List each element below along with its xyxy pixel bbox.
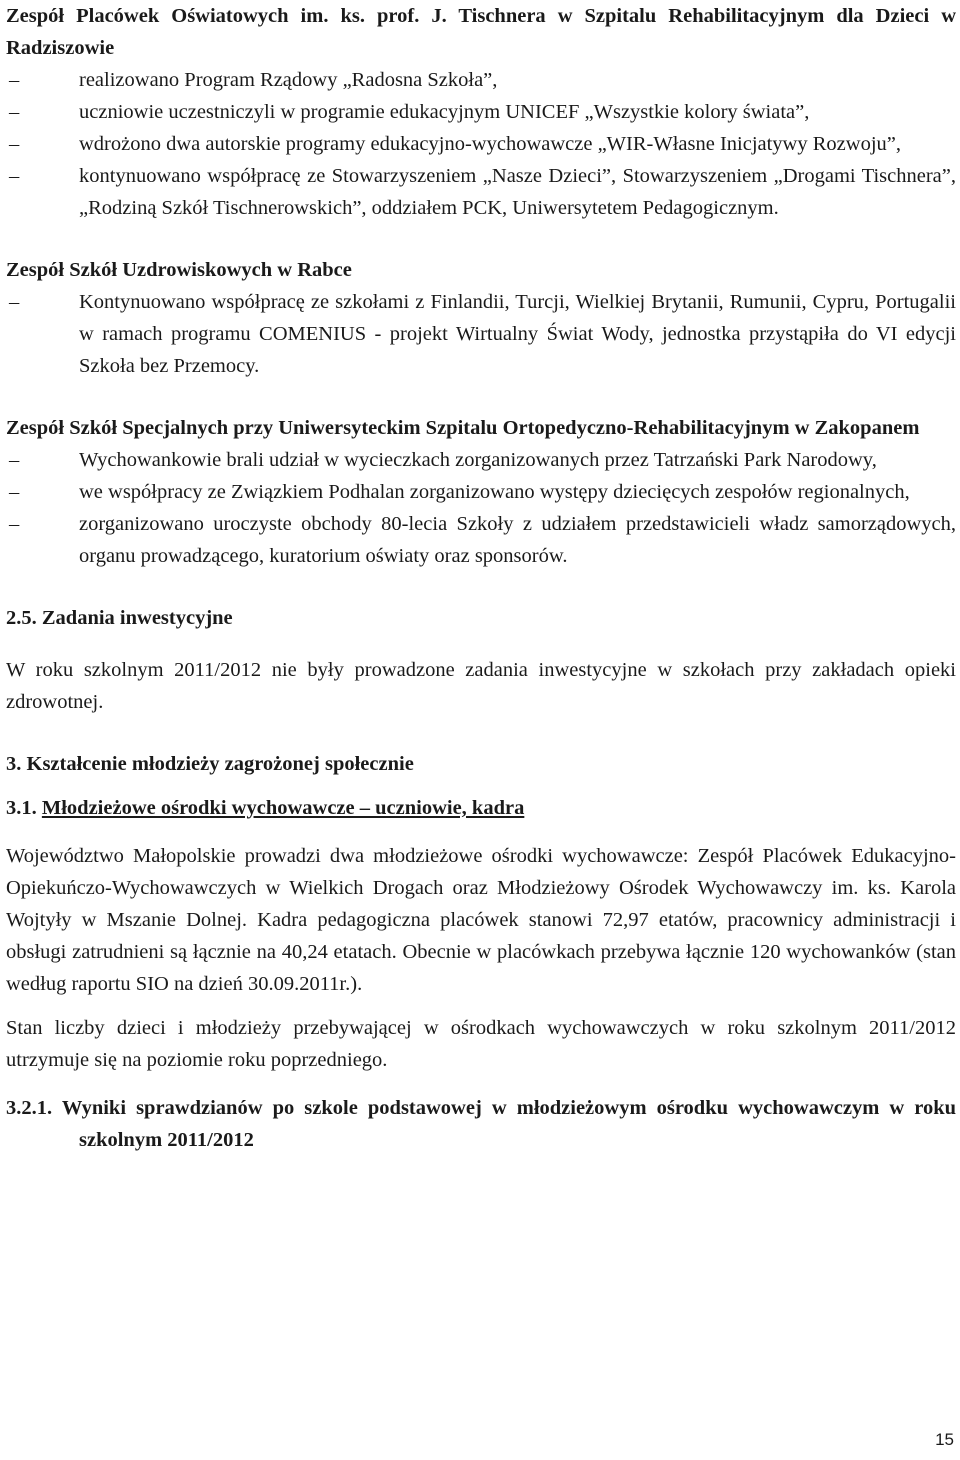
section-number-3-1: 3.1. bbox=[6, 797, 42, 819]
section-heading-zakopane: Zespół Szkół Specjalnych przy Uniwersyteckim Szpitalu Ortopedyczno-Rehabilitacyjnym w Zakopanem bbox=[6, 417, 920, 439]
page-number: 15 bbox=[935, 1430, 954, 1449]
list-zakopane bbox=[6, 444, 956, 572]
list-item: – we współpracy ze Związkiem Podhalan zorganizowano występy dziecięcych zespołów regionalnych, bbox=[6, 476, 956, 508]
section-heading-rabka: Zespół Szkół Uzdrowiskowych w Rabce bbox=[6, 259, 352, 281]
paragraph-3-1-b: Stan liczby dzieci i młodzieży przebywającej w ośrodkach wychowawczych w roku szkolnym 2011/2012 utrzymuje się na poziomie roku poprzedniego. bbox=[6, 1017, 956, 1071]
list-item: – Wychowankowie brali udział w wycieczkach zorganizowanych przez Tatrzański Park Narodowy, bbox=[6, 444, 956, 476]
section-heading-radziszow: Zespół Placówek Oświatowych im. ks. prof. J. Tischnera w Szpitalu Rehabilitacyjnym dla Dzieci w Radziszowie bbox=[6, 5, 956, 59]
list-item: – kontynuowano współpracę ze Stowarzyszeniem „Nasze Dzieci”, Stowarzyszeniem „Drogami Tischnera”, „Rodziną Szkół Tischnerowskich”, oddziałem PCK, Uniwersytetem Pedagogicznym. bbox=[6, 160, 956, 224]
paragraph-3-1-a: Województwo Małopolskie prowadzi dwa młodzieżowe ośrodki wychowawcze: Zespół Placówek Edukacyjno-Opiekuńczo-Wychowawczych w Wielkich Drogach oraz Młodzieżowy Ośrodek Wychowawczy im. ks. Karola Wojtyły w Mszanie Dolnej. Kadra pedagogiczna placówek stanowi 72,97 etatów, pracownicy administracji i obsługi zatrudnieni są łącznie na 40,24 etatach. Obecnie w placówkach przebywa łącznie 120 wychowanków (stan według raportu SIO na dzień 30.09.2011r.). bbox=[6, 845, 956, 995]
list-item: – Kontynuowano współpracę ze szkołami z Finlandii, Turcji, Wielkiej Brytanii, Rumunii, Cypru, Portugalii w ramach programu COMENIUS - projekt Wirtualny Świat Wody, jednostka przystąpiła do VI edycji Szkoła bez Przemocy. bbox=[6, 286, 956, 382]
list-item: – realizowano Program Rządowy „Radosna Szkoła”, bbox=[6, 64, 956, 96]
section-heading-3-2-1: 3.2.1. Wyniki sprawdzianów po szkole podstawowej w młodzieżowym ośrodku wychowawczym w roku szkolnym 2011/2012 bbox=[6, 1097, 956, 1151]
section-heading-3-1 bbox=[6, 792, 956, 824]
list-item: – zorganizowano uroczyste obchody 80-lecia Szkoły z udziałem przedstawicieli władz samorządowych, organu prowadzącego, kuratorium oświaty oraz sponsorów. bbox=[6, 508, 956, 572]
list-item: – wdrożono dwa autorskie programy edukacyjno-wychowawcze „WIR-Własne Inicjatywy Rozwoju”, bbox=[6, 128, 956, 160]
list-item: – uczniowie uczestniczyli w programie edukacyjnym UNICEF „Wszystkie kolory świata”, bbox=[6, 96, 956, 128]
list-rabka bbox=[6, 286, 956, 382]
section-heading-2-5: 2.5. Zadania inwestycyjne bbox=[6, 607, 233, 629]
paragraph-2-5: W roku szkolnym 2011/2012 nie były prowadzone zadania inwestycyjne w szkołach przy zakładach opieki zdrowotnej. bbox=[6, 659, 956, 713]
section-title-3-1: Młodzieżowe ośrodki wychowawcze – uczniowie, kadra bbox=[41, 797, 525, 819]
list-radziszow bbox=[6, 64, 956, 224]
section-heading-3: 3. Kształcenie młodzieży zagrożonej społecznie bbox=[6, 753, 414, 775]
